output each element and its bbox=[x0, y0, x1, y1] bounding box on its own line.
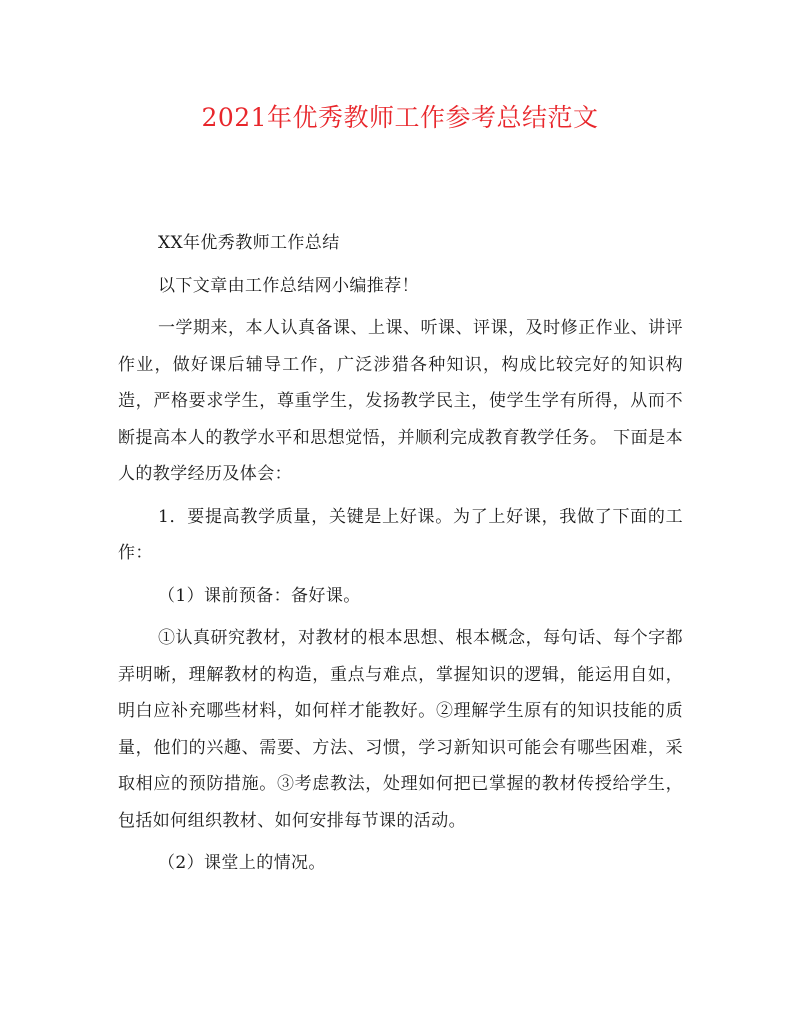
document-title: 2021年优秀教师工作参考总结范文 bbox=[201, 103, 599, 132]
document-body bbox=[118, 225, 683, 882]
paragraph-point-1: 1．要提高教学质量，关键是上好课。为了上好课，我做了下面的工作： bbox=[118, 506, 683, 563]
paragraph-classroom: （2）课堂上的情况。 bbox=[158, 853, 326, 873]
paragraph-prep-details: ①认真研究教材，对教材的根本思想、根本概念，每句话、每个字都弄明晰，理解教材的构造，重点与难点，掌握知识的逻辑，能运用自如，明白应补充哪些材料，如何样才能教好。②理解学生原有的知识技能的质量，他们的兴趣、需要、方法、习惯，学习新知识可能会有哪些困难，采取相应的预防措施。③考虑教法，处理如何把已掌握的教材传授给学生，包括如何组织教材、如何安排每节课的活动。 bbox=[118, 628, 683, 831]
paragraph-intro: 一学期来，本人认真备课、上课、听课、评课，及时修正作业、讲评作业，做好课后辅导工作，广泛涉猎各种知识，构成比较完好的知识构造，严格要求学生，尊重学生，发扬教学民主，使学生学有所得，从而不断提高本人的教学水平和思想觉悟，并顺利完成教育教学任务。 下面是本人的教学经历及体会： bbox=[118, 318, 683, 484]
paragraph-subtitle: XX年优秀教师工作总结 bbox=[158, 233, 340, 253]
paragraph-recommend: 以下文章由工作总结网小编推荐！ bbox=[158, 275, 419, 296]
paragraph-prep: （1）课前预备：备好课。 bbox=[158, 585, 361, 606]
